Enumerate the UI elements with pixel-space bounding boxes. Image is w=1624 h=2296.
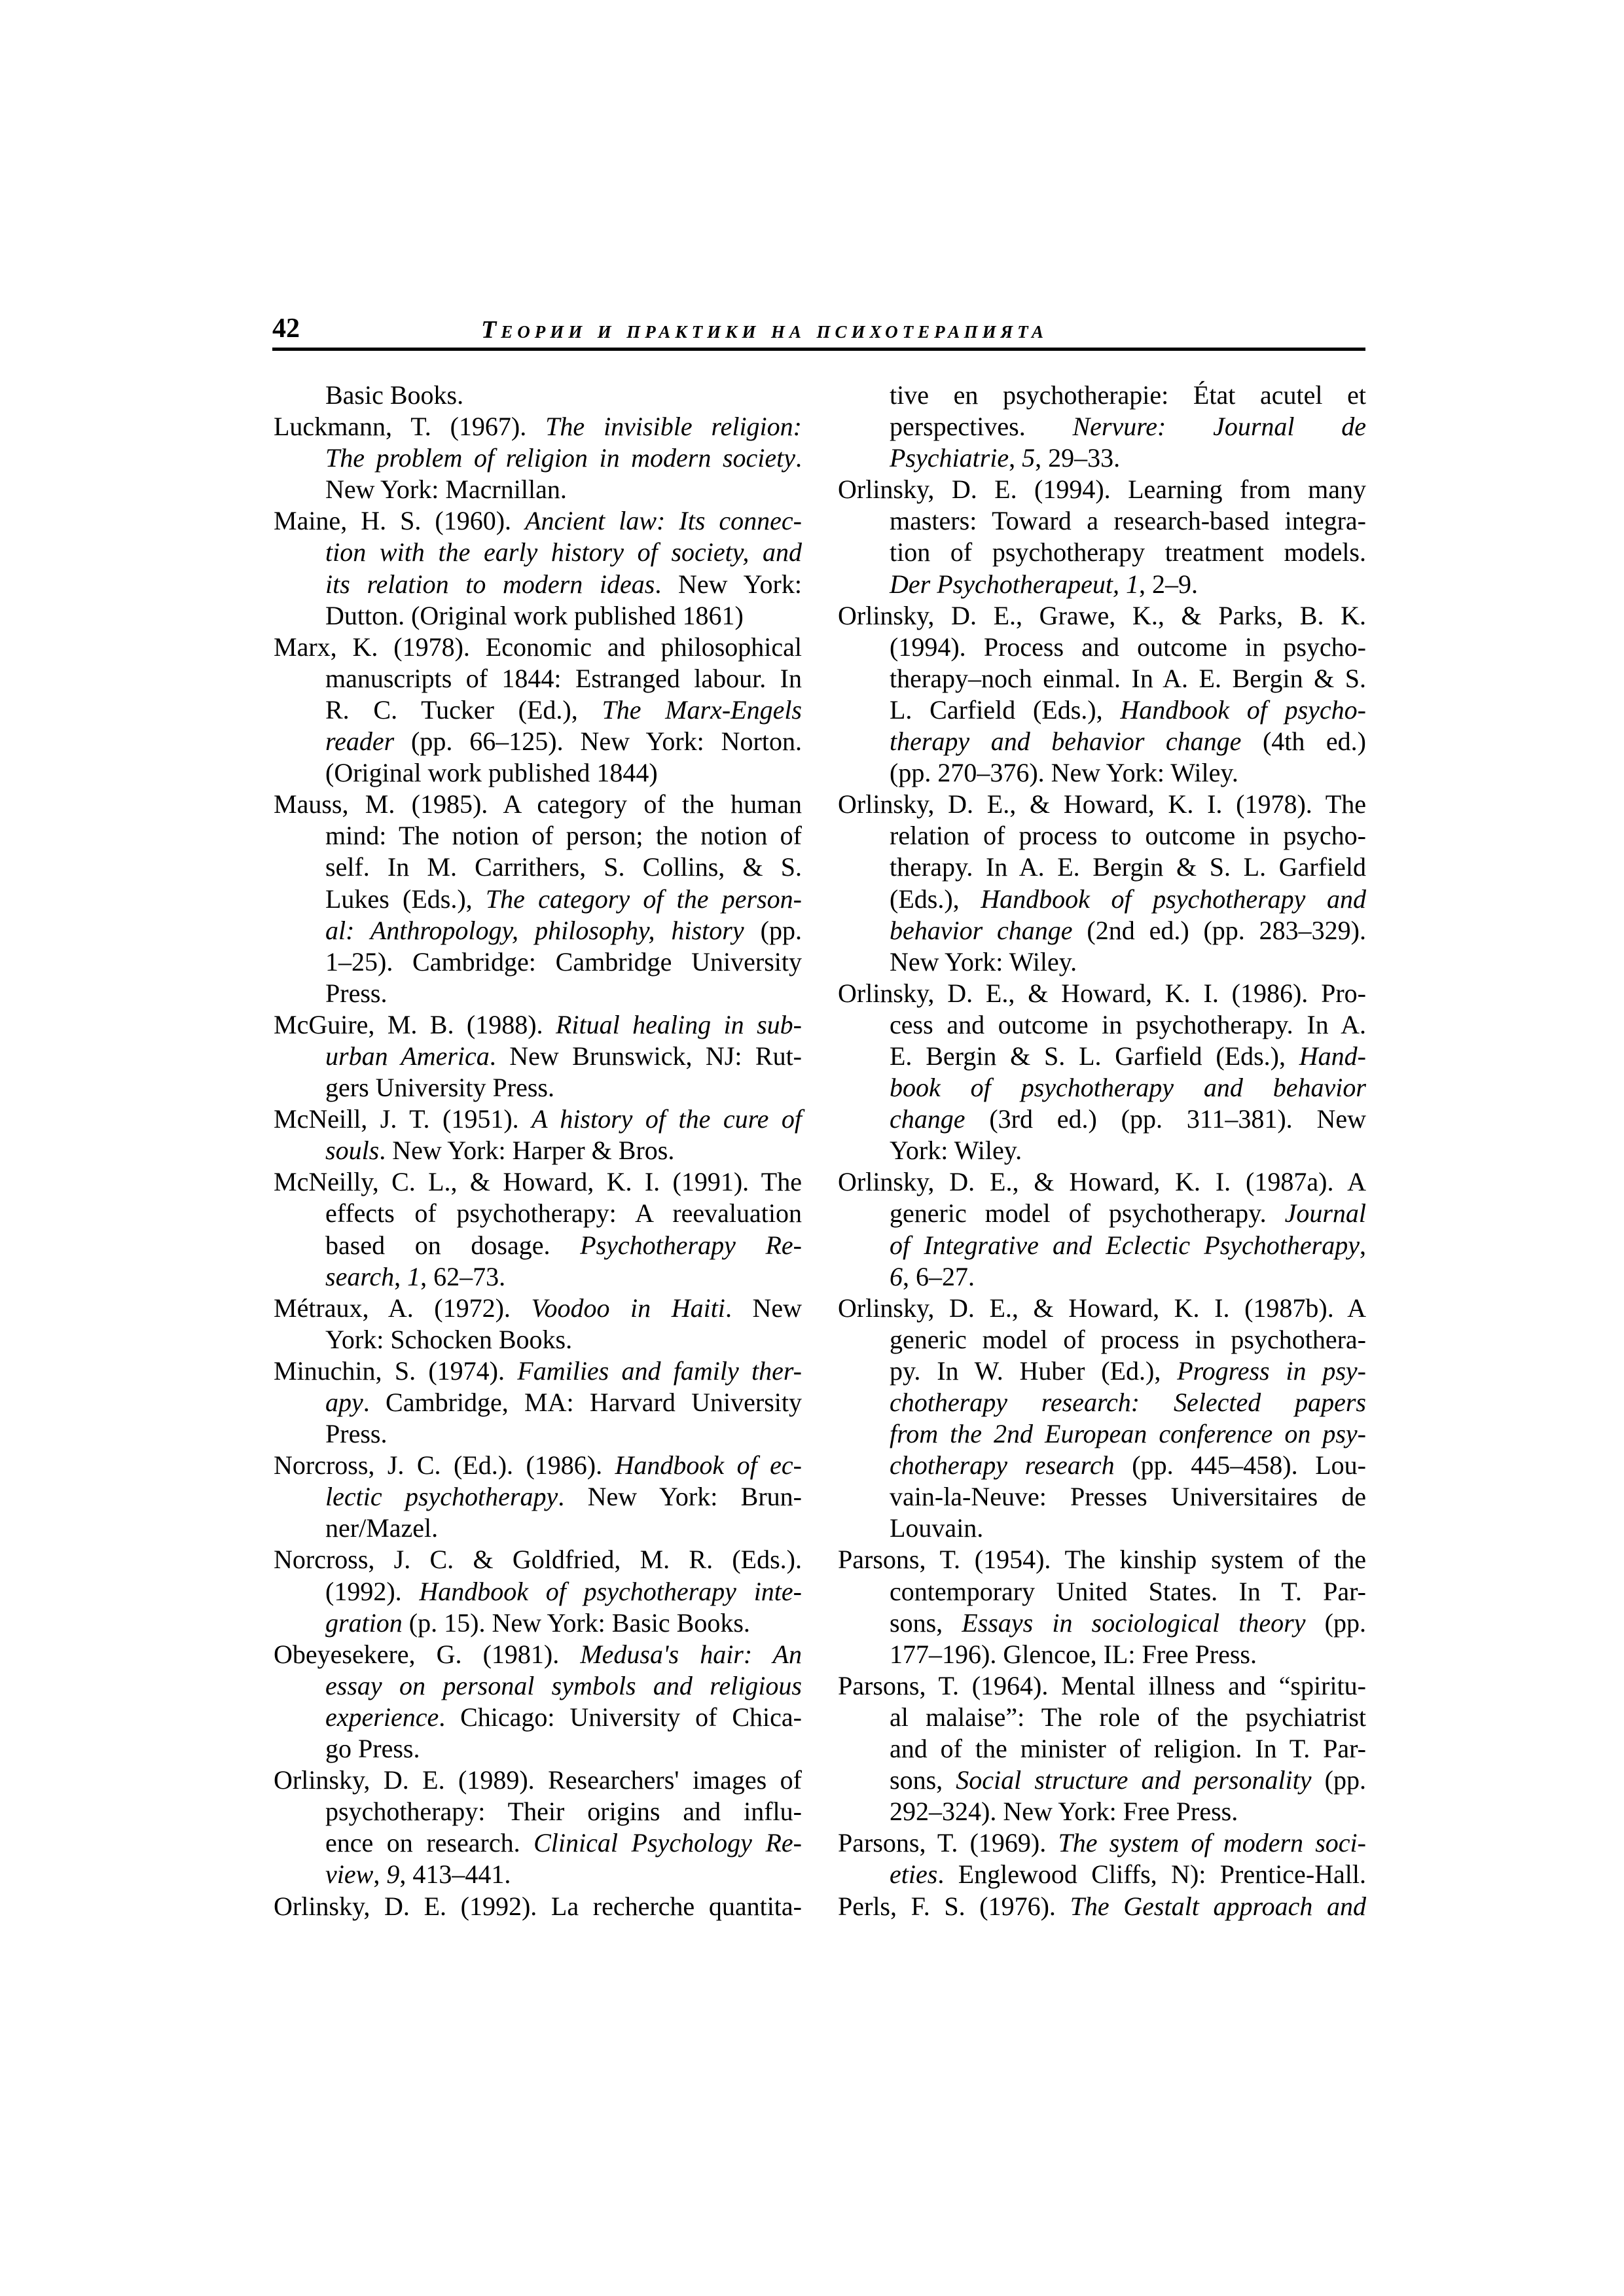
reference-text: based on dosage. [325,1230,581,1260]
reference-line [274,1827,802,1859]
reference-line [274,946,802,978]
reference-line [274,852,802,883]
reference-line [838,694,1366,726]
reference-text: (Eds.), [890,884,981,914]
reference-italic-text: change [890,1104,965,1134]
reference-italic-text: lectic psychotherapy [325,1482,558,1512]
reference-italic-text: Handbook of psychotherapy inte- [419,1576,802,1606]
reference-text: L. Carfield (Eds.), [890,694,1121,725]
reference-text: (1994). Process and outcome in psycho- [890,632,1366,662]
reference-entry-start-line [274,1891,802,1922]
reference-text: generic model of process in psychothera- [890,1324,1366,1354]
reference-italic-text: Ritual healing in sub- [555,1009,802,1039]
reference-entry-start-line [274,1009,802,1041]
reference-text: 177–196). Glencoe, IL: Free Press. [890,1639,1257,1669]
reference-entry-start-line [838,600,1366,632]
reference-text: therapy–noch einmal. In A. E. Bergin & S. [890,663,1366,693]
reference-line [838,442,1366,474]
reference-italic-text: from the 2nd European conference on psy- [890,1419,1366,1449]
reference-line [274,1481,802,1513]
page-number: 42 [272,314,300,344]
reference-text: . Cambridge, MA: Harvard University [363,1388,802,1417]
reference-line [838,1576,1366,1607]
reference-text: Minuchin, S. (1974). [274,1355,518,1386]
reference-line [838,1072,1366,1103]
reference-line [274,1733,802,1765]
reference-text: McGuire, M. B. (1988). [274,1009,556,1039]
reference-text: Norcross, J. C. (Ed.). (1986). [274,1450,615,1480]
reference-text: ence on research. [325,1828,534,1858]
reference-italic-text: reader [325,726,395,757]
reference-line [838,757,1366,789]
reference-line [274,1261,802,1293]
reference-italic-text: view [325,1859,374,1890]
reference-line [274,600,802,632]
reference-entry-start-line [838,1891,1366,1922]
reference-text: Norcross, J. C. & Goldfried, M. R. (Eds.). [274,1545,802,1575]
reference-italic-text: chotherapy research [890,1450,1115,1480]
reference-text: (pp. [1311,1765,1366,1795]
reference-italic-text: search [325,1261,395,1291]
reference-entry-start-line [838,978,1366,1009]
reference-italic-text: souls [325,1136,380,1166]
reference-italic-text: Essays in sociological theory [962,1607,1306,1638]
reference-line [838,632,1366,663]
reference-line [274,1072,802,1103]
reference-italic-text: chotherapy research: Selected papers [890,1388,1366,1417]
reference-text: (4th ed.) [1241,726,1366,757]
reference-text: relation of process to outcome in psycho- [890,821,1366,851]
reference-text: , [1009,443,1022,473]
reference-italic-text: Voodoo in Haiti [531,1293,725,1323]
reference-line [274,694,802,726]
reference-text: manuscripts of 1844: Estranged labour. In [325,663,802,693]
reference-line [838,411,1366,442]
reference-text: Orlinsky, D. E., & Howard, K. I. (1987a). A [838,1167,1366,1197]
reference-line [838,1859,1366,1890]
reference-text: go Press. [325,1734,420,1764]
reference-line [274,1702,802,1733]
reference-italic-text: 1 [407,1261,421,1291]
reference-text: New York: Wiley. [890,946,1077,977]
reference-italic-text: Handbook of ec- [615,1450,802,1480]
reference-line [274,569,802,600]
reference-line [274,757,802,789]
running-title: Теории и практики на психотерапията [481,316,1048,344]
reference-text: (pp. 270–376). New York: Wiley. [890,758,1238,788]
reference-text: Mauss, M. (1985). A category of the human [274,789,802,819]
reference-text: Dutton. (Original work published 1861) [325,600,744,630]
reference-italic-text: Hand- [1299,1041,1366,1071]
reference-line [838,1198,1366,1229]
reference-line [274,884,802,915]
reference-line [838,1418,1366,1450]
reference-text: . New York: [655,569,802,599]
reference-italic-text: A history of the cure of [532,1104,803,1134]
reference-text: 292–324). New York: Free Press. [890,1797,1238,1827]
reference-text: Parsons, T. (1954). The kinship system of the [838,1545,1366,1575]
reference-entry-start-line [838,1670,1366,1702]
reference-line [838,1387,1366,1418]
reference-text: 1–25). Cambridge: Cambridge University [325,946,802,977]
reference-italic-text: The Marx-Engels [602,694,802,725]
reference-line [274,1135,802,1166]
reference-line [838,1009,1366,1041]
reference-italic-text: tion with the early history of society, and [325,537,802,567]
reference-italic-text: eties [890,1859,938,1890]
reference-text: R. C. Tucker (Ed.), [325,694,602,725]
reference-line [838,1702,1366,1733]
reference-italic-text: Journal [1284,1198,1366,1229]
reference-italic-text: experience [325,1702,439,1732]
reference-text: tion of psychotherapy treatment models. [890,537,1366,567]
reference-text: cess and outcome in psychotherapy. In A. [890,1009,1366,1039]
reference-entry-start-line [274,1639,802,1670]
reference-text: ner/Mazel. [325,1513,439,1543]
reference-text: Lukes (Eds.), [325,884,486,914]
reference-text: Louvain. [890,1513,984,1543]
reference-italic-text: The invisible religion: [545,412,802,442]
reference-line [274,1513,802,1544]
reference-line [274,1230,802,1261]
reference-italic-text: Clinical Psychology Re- [533,1828,802,1858]
reference-italic-text: Der Psychotherapeut, 1 [890,569,1140,599]
reference-italic-text: behavior change [890,915,1073,945]
reference-italic-text: Nervure: Journal de [1072,412,1366,442]
reference-text: Basic Books. [325,380,464,410]
reference-text: New York: Macrnillan. [325,475,567,505]
reference-text: self. In M. Carrithers, S. Collins, & S. [325,852,802,882]
reference-line [274,1859,802,1890]
reference-entry-start-line [274,632,802,663]
reference-line [274,1576,802,1607]
reference-text: (pp. 445–458). Lou- [1114,1450,1366,1480]
reference-text: , 2–9. [1139,569,1199,599]
reference-text: Luckmann, T. (1967). [274,412,546,442]
reference-text: Orlinsky, D. E., & Howard, K. I. (1987b). A [838,1293,1366,1323]
reference-text: Marx, K. (1978). Economic and philosophical [274,632,802,662]
reference-text: (1992). [325,1576,420,1606]
reference-text: Parsons, T. (1969). [838,1828,1058,1858]
reference-text: (pp. [1305,1607,1366,1638]
reference-italic-text: its relation to modern ideas [325,569,655,599]
reference-line [838,1481,1366,1513]
reference-text: Orlinsky, D. E., & Howard, K. I. (1978). The [838,789,1366,819]
reference-line [274,1324,802,1355]
reference-line [838,1230,1366,1261]
reference-line [274,663,802,694]
reference-italic-text: apy [325,1388,363,1417]
header-rule [272,348,1365,351]
reference-line [838,1733,1366,1765]
reference-italic-text: The problem of religion in modern society [325,443,795,473]
reference-text: York: Wiley. [890,1136,1022,1166]
reference-line [274,1607,802,1639]
reference-italic-text: Social structure and personality [956,1765,1312,1795]
reference-line [838,820,1366,852]
reference-text: Métraux, A. (1972). [274,1293,532,1323]
reference-italic-text: therapy and behavior change [890,726,1242,757]
reference-text: (pp. [744,915,802,945]
reference-text: (Original work published 1844) [325,758,658,788]
reference-line [274,978,802,1009]
reference-line [274,537,802,568]
reference-text: , [1360,1230,1366,1260]
reference-entry-start-line [838,474,1366,505]
references-column-right [838,380,1366,1922]
reference-text: perspectives. [890,412,1073,442]
reference-text: Obeyesekere, G. (1981). [274,1639,581,1669]
reference-text: . Chicago: University of Chica- [439,1702,802,1732]
reference-entry-start-line [838,1544,1366,1575]
reference-text: . New York: Harper & Bros. [379,1136,675,1166]
reference-line [274,1387,802,1418]
reference-italic-text: al: Anthropology, philosophy, history [325,915,744,945]
reference-entry-start-line [274,1765,802,1796]
reference-text: therapy. In A. E. Bergin & S. L. Garfield [890,852,1366,882]
reference-line [274,1418,802,1450]
reference-line [838,915,1366,946]
reference-line [838,380,1366,411]
reference-entry-start-line [838,1827,1366,1859]
reference-line [838,505,1366,537]
reference-line [274,915,802,946]
reference-italic-text: The system of modern soci- [1058,1828,1366,1858]
reference-text: Parsons, T. (1964). Mental illness and “spiritu- [838,1670,1366,1700]
reference-text: . [795,443,802,473]
reference-line [274,820,802,852]
reference-entry-start-line [838,789,1366,820]
reference-text: , [373,1859,387,1890]
reference-text: masters: Toward a research-based integra- [890,506,1366,536]
reference-line [838,1103,1366,1135]
reference-line [274,1041,802,1072]
reference-entry-start-line [838,1293,1366,1324]
reference-entry-start-line [274,411,802,442]
reference-italic-text: 5 [1022,443,1036,473]
reference-line [838,1135,1366,1166]
reference-text: Orlinsky, D. E. (1989). Researchers' images of [274,1765,802,1795]
reference-entry-start-line [274,505,802,537]
reference-text: effects of psychotherapy: A reevaluation [325,1198,802,1229]
reference-line [838,1639,1366,1670]
reference-text: al malaise”: The role of the psychiatrist [890,1702,1366,1732]
reference-text: Perls, F. S. (1976). [838,1891,1070,1921]
reference-text: E. Bergin & S. L. Garfield (Eds.), [890,1041,1299,1071]
reference-entry-start-line [274,789,802,820]
reference-line [274,1796,802,1827]
reference-text: , 413–441. [399,1859,511,1890]
reference-text: mind: The notion of person; the notion of [325,821,802,851]
reference-entry-start-line [274,1103,802,1135]
reference-text: generic model of psychotherapy. [890,1198,1285,1229]
reference-text: Press. [325,1419,388,1449]
reference-line [838,663,1366,694]
reference-line [838,1796,1366,1827]
reference-text: (pp. 66–125). New York: Norton. [394,726,802,757]
reference-line [838,1261,1366,1293]
reference-text: contemporary United States. In T. Par- [890,1576,1366,1606]
reference-italic-text: 6 [890,1261,903,1291]
reference-italic-text: Ancient law: Its connec- [525,506,802,536]
reference-entry-start-line [274,1166,802,1198]
reference-text: (2nd ed.) (pp. 283–329). [1072,915,1366,945]
reference-text: Orlinsky, D. E., & Howard, K. I. (1986). Pro- [838,978,1366,1008]
reference-text: Maine, H. S. (1960). [274,506,526,536]
reference-text: McNeill, J. T. (1951). [274,1104,532,1134]
reference-line [838,1324,1366,1355]
reference-entry-start-line [274,1355,802,1387]
reference-text: sons, [890,1607,962,1638]
references-column-left [274,380,802,1922]
reference-line [838,1450,1366,1481]
reference-line [274,474,802,505]
reference-entry-start-line [274,1544,802,1575]
reference-text: , 29–33. [1035,443,1121,473]
reference-line [274,380,802,411]
reference-text: , [394,1261,408,1291]
reference-italic-text: 9 [386,1859,400,1890]
reference-entry-start-line [838,1166,1366,1198]
reference-italic-text: Psychiatrie [890,443,1009,473]
reference-text: Orlinsky, D. E., Grawe, K., & Parks, B. K. [838,600,1366,630]
reference-italic-text: The Gestalt approach and [1070,1891,1366,1921]
reference-text: sons, [890,1765,956,1795]
reference-text: . New York: Brun- [558,1482,802,1512]
reference-italic-text: The category of the person- [485,884,802,914]
reference-italic-text: book of psychotherapy and behavior [890,1073,1366,1103]
reference-line [838,1607,1366,1639]
reference-text: and of the minister of religion. In T. Par- [890,1734,1366,1764]
reference-line [838,946,1366,978]
reference-line [274,726,802,757]
reference-line [838,1041,1366,1072]
reference-line [838,852,1366,883]
reference-text: , 6–27. [903,1261,975,1291]
reference-line [838,1513,1366,1544]
reference-line [838,884,1366,915]
reference-text: . New [725,1293,803,1323]
reference-text: gers University Press. [325,1073,554,1103]
reference-italic-text: of Integrative and Eclectic Psychotherapy [890,1230,1360,1260]
reference-italic-text: Medusa's hair: An [580,1639,802,1669]
reference-text: Orlinsky, D. E. (1994). Learning from many [838,475,1366,505]
reference-text: vain-la-Neuve: Presses Universitaires de [890,1482,1366,1512]
reference-italic-text: essay on personal symbols and religious [325,1670,802,1700]
reference-italic-text: Handbook of psychotherapy and [981,884,1367,914]
reference-text: py. In W. Huber (Ed.), [890,1355,1178,1386]
reference-text: psychotherapy: Their origins and influ- [325,1797,802,1827]
reference-line [838,537,1366,568]
reference-text: , 62–73. [420,1261,506,1291]
reference-italic-text: urban America [325,1041,490,1071]
reference-text: Orlinsky, D. E. (1992). La recherche quantita- [274,1891,802,1921]
reference-text: (3rd ed.) (pp. 311–381). New [965,1104,1366,1134]
reference-italic-text: gration [325,1607,403,1638]
reference-entry-start-line [274,1293,802,1324]
reference-line [838,569,1366,600]
reference-italic-text: Families and family ther- [517,1355,802,1386]
reference-line [838,1765,1366,1796]
reference-text: tive en psychotherapie: État acutel et [890,380,1366,410]
reference-text: Press. [325,978,388,1008]
reference-italic-text: Progress in psy- [1177,1355,1366,1386]
reference-text: . New Brunswick, NJ: Rut- [489,1041,802,1071]
reference-line [838,1355,1366,1387]
reference-italic-text: Psychotherapy Re- [580,1230,803,1260]
reference-line [274,442,802,474]
reference-entry-start-line [274,1450,802,1481]
reference-line [274,1670,802,1702]
reference-text: McNeilly, C. L., & Howard, K. I. (1991). The [274,1167,802,1197]
reference-line [838,726,1366,757]
reference-line [274,1198,802,1229]
reference-text: (p. 15). New York: Basic Books. [402,1607,750,1638]
reference-italic-text: Handbook of psycho- [1120,694,1366,725]
reference-text: York: Schocken Books. [325,1324,573,1354]
reference-text: . Englewood Cliffs, N): Prentice-Hall. [937,1859,1366,1890]
